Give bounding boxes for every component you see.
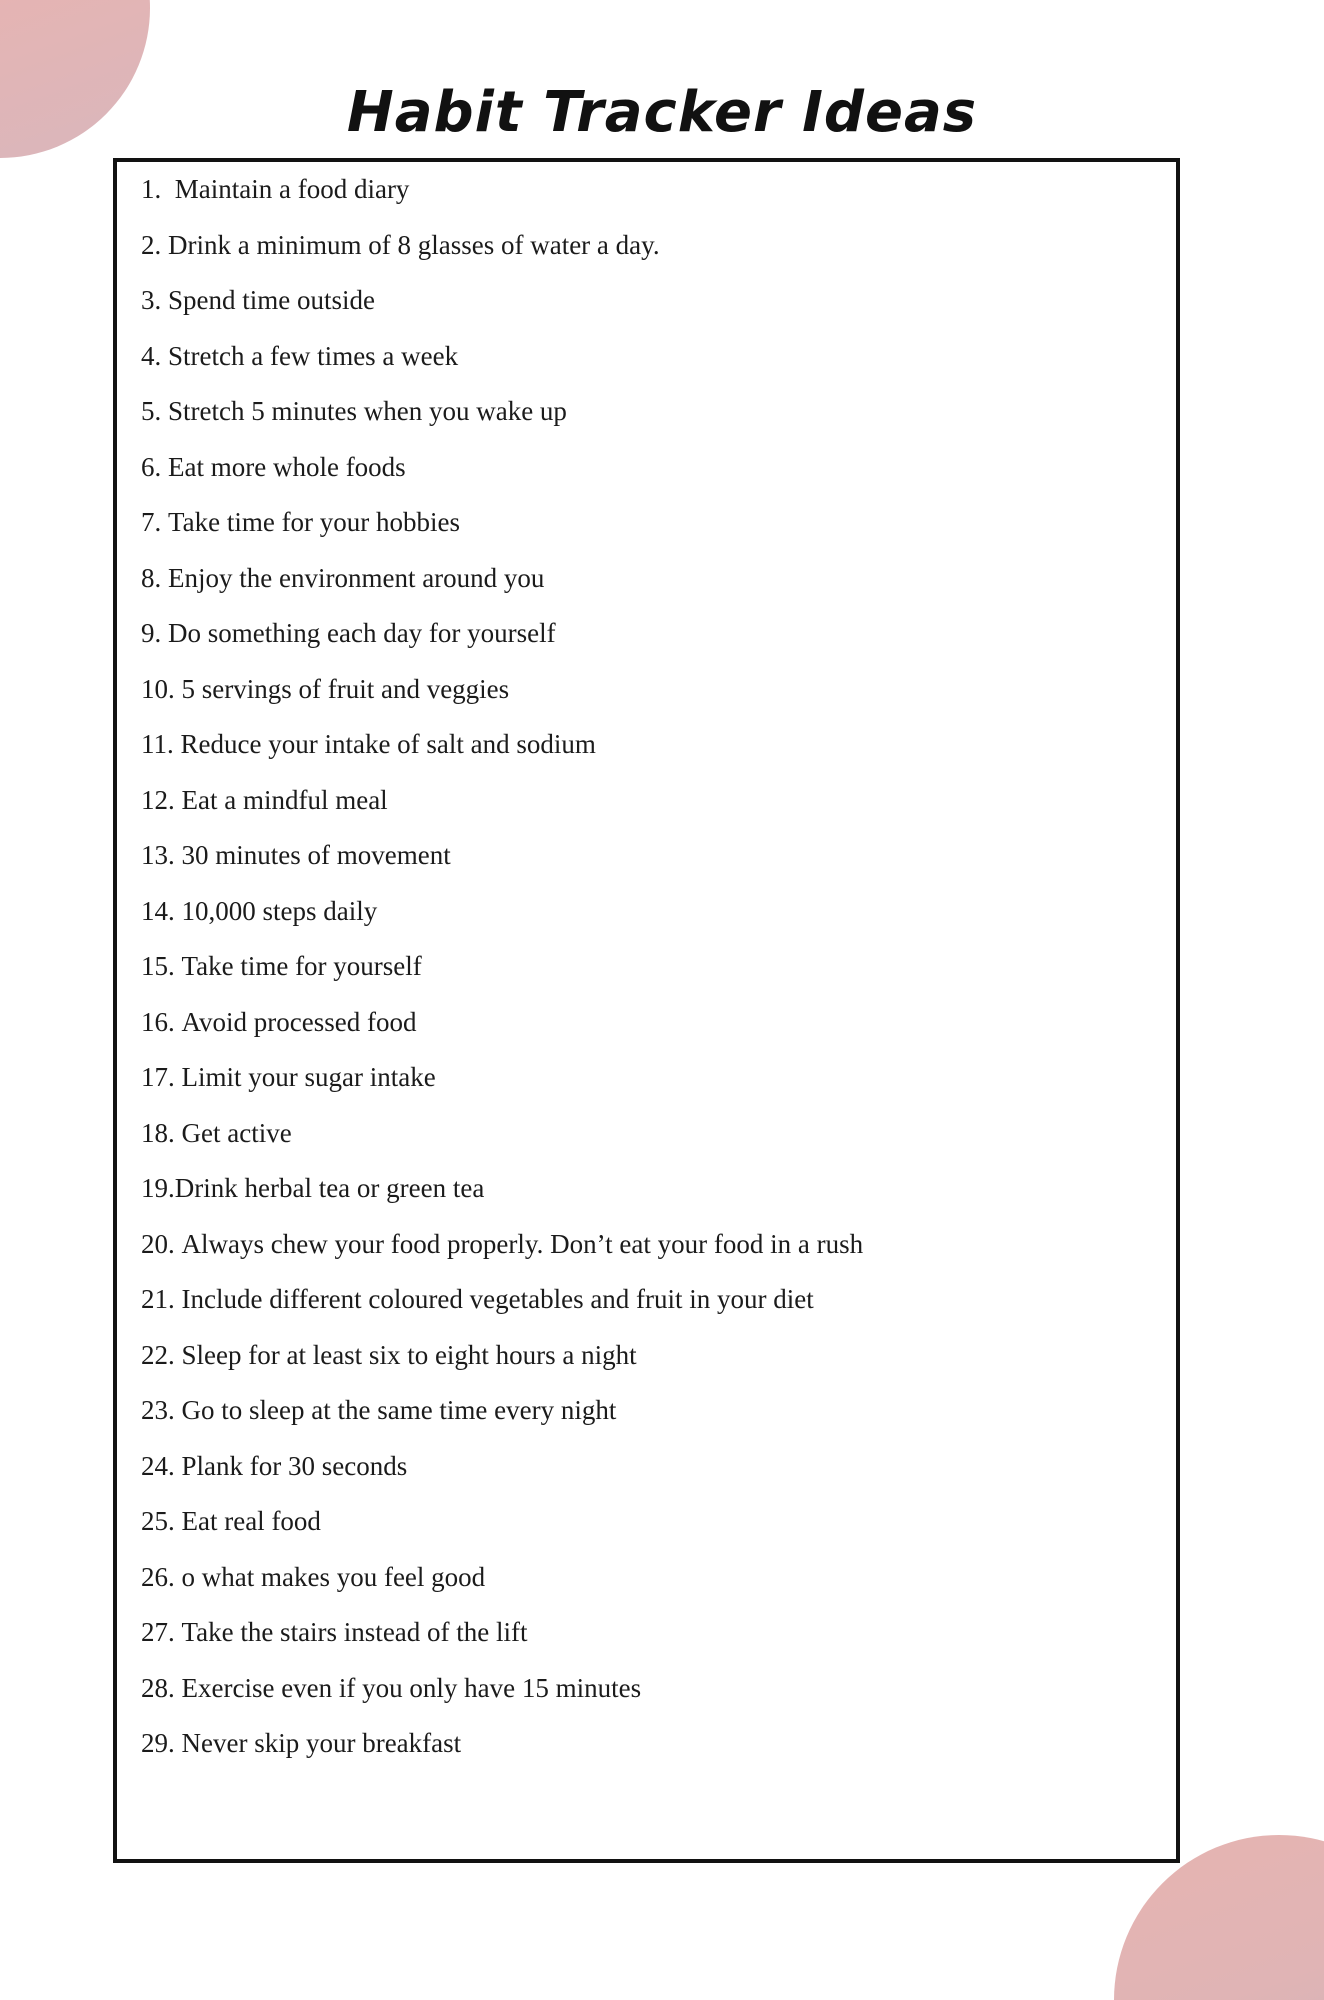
list-item-number: 29. [141,1728,175,1758]
list-item [141,176,1166,232]
list-item [141,1228,1166,1287]
list-item [141,340,1166,399]
list-item-number: 2. [141,229,162,260]
list-item-spacer [175,1231,182,1258]
list-item-spacer [175,898,182,925]
list-item [141,1117,1166,1176]
list-item-spacer [175,1009,182,1036]
list-item-number: 12. [141,784,175,815]
list-item-label: Include different coloured vegetables and fruit in your diet [181,1284,814,1314]
list-item-spacer [175,1508,182,1535]
list-item-label: Plank for 30 seconds [181,1450,408,1481]
list-item [141,620,1166,676]
list-item-spacer [175,1064,182,1091]
list-item [141,398,1166,454]
list-item-label: Limit your sugar intake [181,1062,436,1092]
list-item-number: 5. [141,396,162,426]
list-item-number: 21. [141,1284,175,1314]
list-item [141,953,1166,1009]
list-item-number: 27. [141,1617,175,1647]
list-item-label: Drink a minimum of 8 glasses of water a day. [168,229,660,260]
list-item-number: 18. [141,1117,175,1148]
page-title: Habit Tracker Ideas [346,80,978,145]
list-item-label: 10,000 steps daily [181,895,378,926]
list-item [141,784,1166,843]
list-item [141,1397,1166,1453]
list-item-spacer [175,1564,182,1591]
list-item-number: 10. [141,673,175,704]
list-item-number: 16. [141,1006,175,1037]
list-item-spacer [175,787,182,814]
list-item-spacer [161,232,168,259]
list-item-spacer [175,1619,182,1646]
list-item-label: Sleep for at least six to eight hours a night [181,1339,637,1370]
list-item-spacer [175,842,182,869]
list-item-spacer [161,176,175,203]
list-item [141,287,1166,343]
list-item-label: Reduce your intake of salt and sodium [180,729,596,759]
list-item [141,1508,1166,1564]
list-item-label: Drink herbal tea or green tea [174,1173,485,1203]
list-item-label: o what makes you feel good [181,1561,486,1592]
list-item [141,229,1166,288]
list-item-number: 15. [141,951,175,981]
list-item [141,731,1166,787]
list-item-number: 23. [141,1395,175,1425]
list-item-spacer [161,620,168,647]
list-item-label: Do something each day for yourself [168,618,556,648]
list-item-spacer [175,1286,182,1313]
list-item [141,1619,1166,1675]
list-item-spacer [161,398,168,425]
list-item-number: 14. [141,895,175,926]
list-item-spacer [174,731,181,758]
list-item-number: 17. [141,1062,175,1092]
list-item [141,1175,1166,1231]
list-item-spacer [161,565,168,592]
list-item-spacer [175,1453,182,1480]
list-item [141,1730,1166,1786]
list-item-label: 5 servings of fruit and veggies [181,673,510,704]
list-item [141,1450,1166,1509]
list-item-spacer [175,1730,182,1757]
list-item-label: Maintain a food diary [174,174,410,204]
list-item-number: 26. [141,1561,175,1592]
list-item-spacer [161,509,168,536]
list-item-label: Go to sleep at the same time every night [181,1395,617,1425]
list-item-spacer [175,1120,182,1147]
list-item-spacer [175,1675,182,1702]
list-item [141,1339,1166,1398]
list-item-spacer [161,287,168,314]
list-item-spacer [175,1342,182,1369]
list-item-number: 1. [141,174,162,204]
list-item-spacer [161,343,168,370]
list-item-label: Take the stairs instead of the lift [181,1617,528,1647]
list-item-label: Take time for yourself [181,951,422,981]
list-item-label: Eat real food [181,1506,321,1536]
list-item-spacer [161,454,168,481]
list-item [141,842,1166,898]
list-item-spacer [175,676,182,703]
list-item-number: 4. [141,340,162,371]
list-item-number: 8. [141,562,162,593]
list-item [141,562,1166,621]
list-item [141,1672,1166,1731]
list-item [141,1064,1166,1120]
list-item-number: 6. [141,451,162,482]
list-item [141,1006,1166,1065]
list-item-number: 7. [141,507,162,537]
list-item [141,509,1166,565]
list-item [141,1561,1166,1620]
list-item-number: 20. [141,1228,175,1259]
list-item-label: Exercise even if you only have 15 minutes [181,1672,642,1703]
list-item-label: Get active [181,1117,292,1148]
list-item-label: Stretch a few times a week [168,340,459,371]
list-item [141,895,1166,954]
list-item-label: Eat a mindful meal [181,784,388,815]
list-item-number: 28. [141,1672,175,1703]
list-item-spacer [175,953,182,980]
list-item-number: 24. [141,1450,175,1481]
list-item [141,451,1166,510]
list-item [141,673,1166,732]
list-item-number: 13. [141,840,175,870]
list-item-number: 19. [141,1173,175,1203]
list-item-label: Never skip your breakfast [181,1728,462,1758]
list-frame [113,158,1180,1863]
list-item-number: 25. [141,1506,175,1536]
list-item-label: Stretch 5 minutes when you wake up [168,396,567,426]
list-item-label: Always chew your food properly. Don’t eat your food in a rush [181,1228,864,1259]
habit-idea-list [141,176,1166,1786]
list-item-label: Avoid processed food [181,1006,417,1037]
list-item-label: Take time for your hobbies [168,507,461,537]
list-item [141,1286,1166,1342]
list-item-label: Eat more whole foods [168,451,406,482]
list-item-label: Enjoy the environment around you [168,562,545,593]
list-item-label: 30 minutes of movement [181,840,451,870]
list-item-number: 9. [141,618,162,648]
list-item-label: Spend time outside [168,285,375,315]
list-item-number: 11. [141,729,174,759]
list-item-number: 22. [141,1339,175,1370]
list-item-spacer [175,1397,182,1424]
list-item-number: 3. [141,285,162,315]
